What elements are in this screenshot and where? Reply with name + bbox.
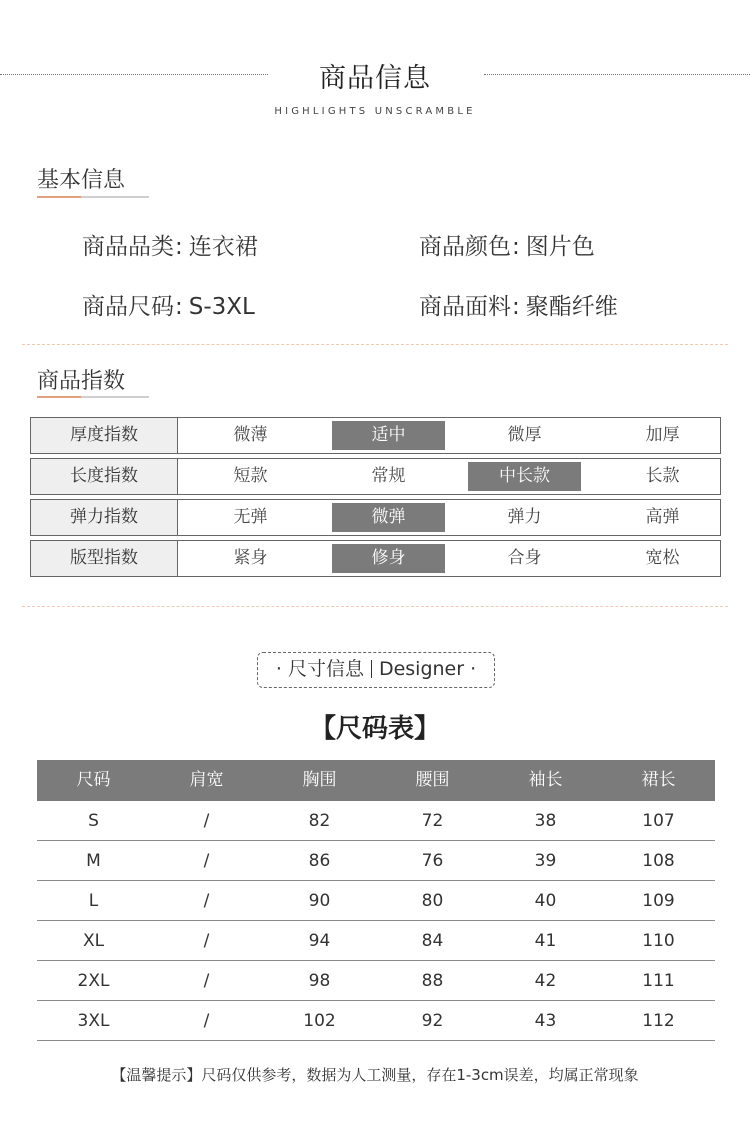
table-cell: 88 bbox=[421, 971, 444, 991]
info-label: 商品品类 bbox=[82, 234, 174, 260]
section-title-basic: 基本信息 bbox=[37, 168, 126, 193]
size-table-header bbox=[37, 760, 715, 801]
index-option: 紧身 bbox=[233, 548, 268, 568]
info-value: 图片色 bbox=[525, 234, 595, 260]
table-cell: 40 bbox=[534, 891, 557, 911]
page-subtitle: HIGHLIGHTS UNSCRAMBLE bbox=[274, 106, 476, 117]
info-label: 商品尺码 bbox=[82, 294, 174, 320]
size-table-title: 【尺码表】 bbox=[309, 714, 440, 744]
table-cell: 82 bbox=[308, 811, 331, 831]
index-row-length bbox=[30, 458, 721, 495]
page-title: 商品信息 bbox=[319, 63, 431, 94]
index-option: 常规 bbox=[371, 466, 406, 486]
index-option: 宽松 bbox=[645, 548, 680, 568]
info-separator: : bbox=[175, 294, 183, 320]
table-row bbox=[37, 961, 715, 1001]
header-cell: 腰围 bbox=[415, 770, 450, 790]
table-row bbox=[37, 841, 715, 881]
table-cell: 92 bbox=[421, 1011, 444, 1031]
section-title-index: 商品指数 bbox=[37, 369, 126, 394]
table-cell: 102 bbox=[303, 1011, 336, 1031]
table-cell: 72 bbox=[421, 811, 444, 831]
section-underline-basic bbox=[37, 196, 149, 198]
table-cell: 43 bbox=[534, 1011, 557, 1031]
header-cell: 袖长 bbox=[528, 770, 563, 790]
index-row-thickness bbox=[30, 417, 721, 454]
table-cell: 3XL bbox=[77, 1011, 110, 1031]
table-cell: 86 bbox=[308, 851, 331, 871]
info-value: 聚酯纤维 bbox=[525, 294, 618, 320]
info-size bbox=[82, 288, 255, 321]
table-cell: / bbox=[203, 891, 210, 911]
designer-label: Designer bbox=[378, 658, 465, 680]
info-value: S-3XL bbox=[188, 294, 255, 320]
table-cell: L bbox=[88, 891, 99, 911]
table-cell: / bbox=[203, 971, 210, 991]
table-cell: 108 bbox=[642, 851, 675, 871]
table-cell: 94 bbox=[308, 931, 331, 951]
table-row bbox=[37, 801, 715, 841]
table-cell: 41 bbox=[534, 931, 557, 951]
info-color bbox=[419, 228, 595, 261]
index-row-label: 长度指数 bbox=[31, 459, 178, 494]
table-cell: 112 bbox=[642, 1011, 675, 1031]
info-value: 连衣裙 bbox=[188, 234, 258, 260]
index-option: 弹力 bbox=[507, 507, 542, 527]
size-info-label: 尺寸信息 bbox=[287, 658, 364, 680]
table-cell: 80 bbox=[421, 891, 444, 911]
header-cell: 裙长 bbox=[641, 770, 676, 790]
index-row-label: 厚度指数 bbox=[31, 418, 178, 453]
size-note: 【温馨提示】尺码仅供参考，数据为人工测量，存在1-3cm误差，均属正常现象 bbox=[111, 1066, 639, 1084]
dot-left: · bbox=[275, 658, 282, 680]
table-row bbox=[37, 921, 715, 961]
info-separator: : bbox=[512, 294, 520, 320]
info-fabric bbox=[419, 288, 618, 321]
table-cell: / bbox=[203, 851, 210, 871]
info-category bbox=[82, 228, 258, 261]
table-cell: M bbox=[86, 851, 101, 871]
table-cell: 109 bbox=[642, 891, 675, 911]
table-cell: 38 bbox=[534, 811, 557, 831]
table-cell: 98 bbox=[308, 971, 331, 991]
table-cell: 2XL bbox=[77, 971, 110, 991]
index-option: 短款 bbox=[233, 466, 268, 486]
table-cell: 39 bbox=[534, 851, 557, 871]
index-option-selected: 微弹 bbox=[332, 503, 445, 532]
table-row bbox=[37, 881, 715, 921]
index-row-fit bbox=[30, 540, 721, 577]
dot-right: · bbox=[470, 658, 477, 680]
index-option-selected: 中长款 bbox=[468, 462, 581, 491]
table-cell: / bbox=[203, 931, 210, 951]
info-label: 商品颜色 bbox=[419, 234, 511, 260]
header-cell: 尺码 bbox=[76, 770, 111, 790]
dashed-divider bbox=[22, 606, 728, 607]
table-cell: / bbox=[203, 811, 210, 831]
table-row bbox=[37, 1001, 715, 1041]
index-option: 无弹 bbox=[233, 507, 268, 527]
index-option: 高弹 bbox=[645, 507, 680, 527]
table-cell: 110 bbox=[642, 931, 675, 951]
table-cell: S bbox=[88, 811, 99, 831]
index-option-selected: 适中 bbox=[332, 421, 445, 450]
dashed-divider bbox=[22, 344, 728, 345]
index-option: 加厚 bbox=[645, 425, 680, 445]
table-cell: 76 bbox=[421, 851, 444, 871]
index-row-label: 版型指数 bbox=[31, 541, 178, 576]
table-cell: XL bbox=[82, 931, 105, 951]
index-option: 长款 bbox=[645, 466, 680, 486]
table-cell: 111 bbox=[642, 971, 675, 991]
header-cell: 肩宽 bbox=[189, 770, 224, 790]
index-row-label: 弹力指数 bbox=[31, 500, 178, 535]
table-cell: 107 bbox=[642, 811, 675, 831]
index-option-selected: 修身 bbox=[332, 544, 445, 573]
index-option: 合身 bbox=[507, 548, 542, 568]
section-underline-index bbox=[37, 396, 149, 398]
table-cell: 90 bbox=[308, 891, 331, 911]
index-option: 微薄 bbox=[233, 425, 268, 445]
table-cell: / bbox=[203, 1011, 210, 1031]
info-separator: : bbox=[512, 234, 520, 260]
size-info-badge bbox=[257, 652, 495, 688]
table-cell: 42 bbox=[534, 971, 557, 991]
info-separator: : bbox=[175, 234, 183, 260]
badge-divider bbox=[371, 660, 372, 678]
index-option: 微厚 bbox=[507, 425, 542, 445]
size-table bbox=[37, 760, 715, 1041]
index-row-elasticity bbox=[30, 499, 721, 536]
info-label: 商品面料 bbox=[419, 294, 511, 320]
table-cell: 84 bbox=[421, 931, 444, 951]
header-cell: 胸围 bbox=[302, 770, 337, 790]
